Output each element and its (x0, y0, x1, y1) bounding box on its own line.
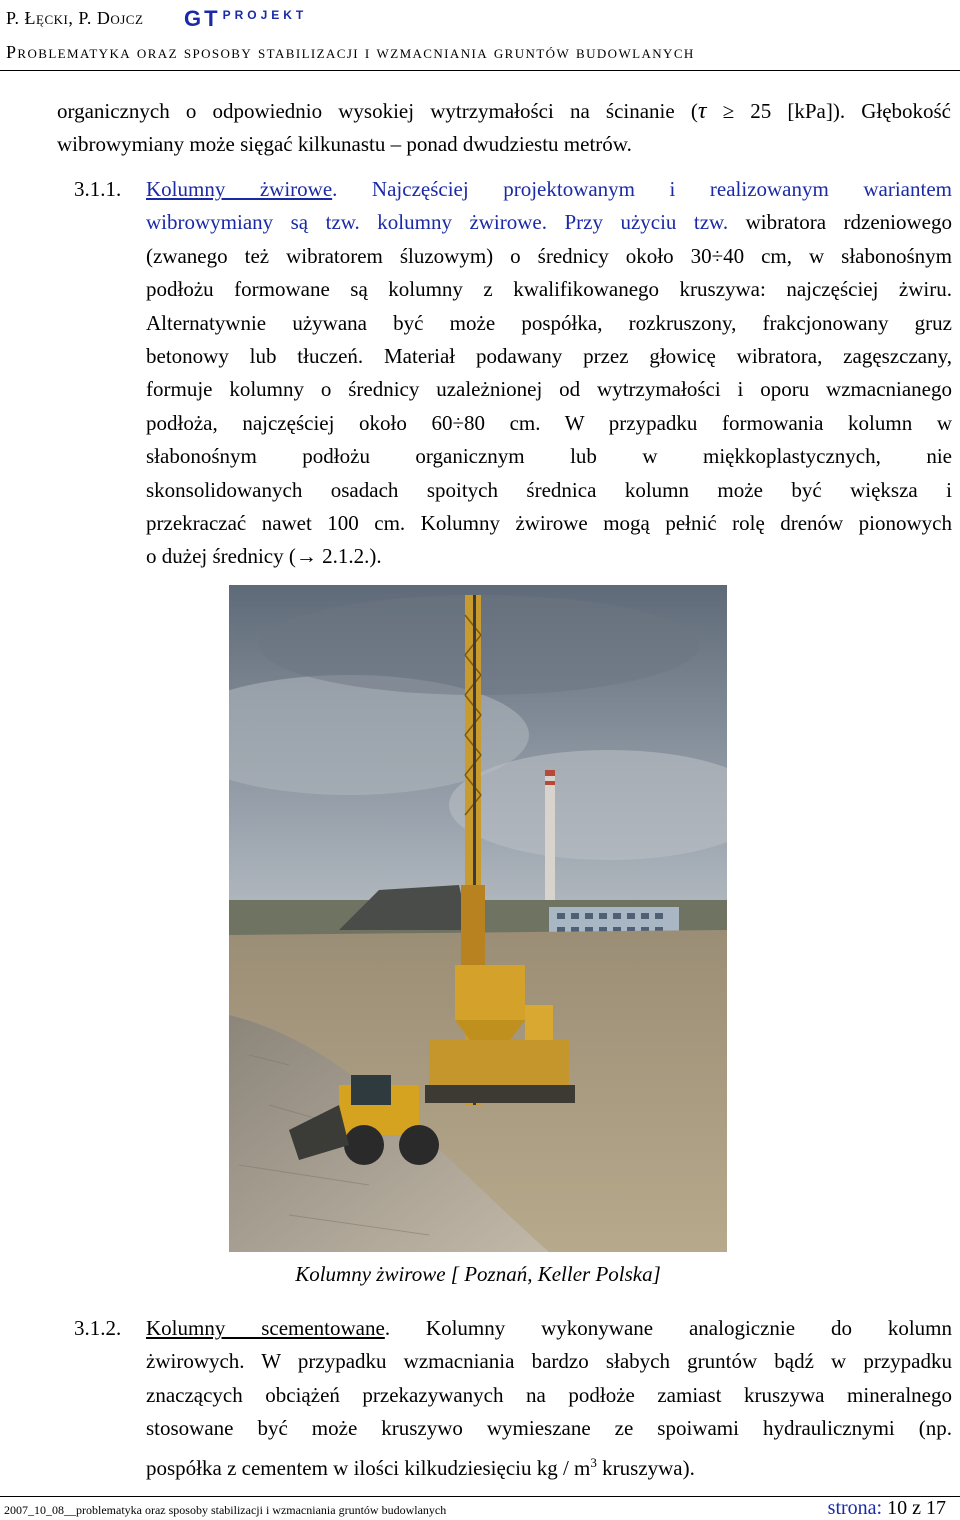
section-line: żwirowych. W przypadku wzmacniania bardzo słabych gruntów bądź w przypadku (146, 1349, 952, 1374)
figure-caption: Kolumny żwirowe [ Poznań, Keller Polska] (295, 1262, 661, 1286)
section-number: 3.1.2. (74, 1316, 122, 1340)
footer-divider (0, 1496, 960, 1497)
section-line: Alternatywnie używana być może pospółka, rozkruszony, frakcjonowany gruz (146, 310, 952, 335)
footer-filename: 2007_10_08__problematyka oraz sposoby stabilizacji i wzmacniania gruntów budowlanych (4, 1503, 447, 1517)
gtprojekt-logo (184, 6, 307, 32)
intro-line-1: organicznych o odpowiednio wysokiej wytrzymałości na ścinanie (τ ≥ 25 [kPa]). Głębokość (57, 98, 952, 124)
section-line: stosowane być może kruszywo wymieszane ze spoiwami hydraulicznymi (np. (146, 1416, 952, 1441)
page-header (6, 6, 946, 30)
page-total: 17 (926, 1497, 946, 1519)
header-authors: P. Łęcki, P. Dojcz (6, 8, 144, 28)
section-line: (zwanego też wibratorem śluzowym) o średnicy około 30÷40 cm, w słabonośnym (146, 243, 952, 268)
section-line: Kolumny żwirowe. Najczęściej projektowanym i realizowanym wariantem (146, 177, 952, 201)
section-heading-link[interactable]: Kolumny scementowane (146, 1316, 385, 1340)
section-line: znaczących obciążeń przekazywanych na podłoże zamiast kruszywa mineralnego (146, 1382, 952, 1407)
superscript-3: 3 (590, 1454, 597, 1470)
section-line: pospółka z cementem w ilości kilkudziesięciu kg / $m^3$ kruszywa). (146, 1454, 695, 1480)
page-separator: z (912, 1497, 921, 1519)
section-body (146, 1312, 952, 1479)
intro-line-2: wibrowymiany może sięgać kilkunastu – ponad dwudziestu metrów. (57, 132, 632, 157)
section-line: Kolumny scementowane. Kolumny wykonywane analogicznie do kolumn (146, 1316, 952, 1340)
logo-projekt-text: PROJEKT (222, 8, 308, 22)
page-number: 10 (887, 1497, 908, 1519)
section-line: podłożu formowane są kolumny z kwalifikowanego kruszywa: najczęściej żwiru. (146, 277, 952, 302)
section-line: o dużej średnicy (→ 2.1.2.). (146, 544, 382, 569)
section-heading-link[interactable]: Kolumny żwirowe (146, 177, 333, 201)
section-line: przekraczać nawet 100 cm. Kolumny żwirowe mogą pełnić rolę drenów pionowych (146, 510, 952, 535)
section-line: skonsolidowanych osadach spoitych średnica kolumn może być większa i (146, 477, 952, 502)
section-line: formuje kolumny o średnicy uzależnionej od wytrzymałości i oporu wzmacnianego (146, 377, 952, 402)
section-line: wibrowymiany są tzw. kolumny żwirowe. Przy użyciu tzw. wibratora rdzeniowego (146, 210, 953, 235)
construction-site-photo (229, 585, 727, 1252)
photo-illustration (229, 585, 727, 1252)
footer-page-indicator (828, 1497, 946, 1520)
section-line: betonowy lub tłuczeń. Materiał podawany przez głowicę wibratora, zagęszczany, (146, 343, 952, 368)
header-document-title: Problematyka oraz sposoby stabilizacji i wzmacniania gruntów budowlanych (6, 42, 695, 62)
intro-paragraph (57, 95, 951, 162)
header-divider (0, 70, 960, 71)
section-body (146, 173, 952, 574)
tau-symbol: τ (697, 98, 707, 124)
section-line: podłoża, najczęściej około 60÷80 cm. W przypadku formowania kolumn w (146, 410, 952, 435)
section-number: 3.1.1. (74, 177, 122, 201)
ge-symbol: ≥ (722, 99, 735, 123)
logo-gt-text: GT (184, 6, 221, 31)
section-line: słabonośnym podłożu organicznym lub w miękkoplastycznych, nie (146, 444, 952, 469)
page-label: strona: (827, 1497, 883, 1519)
